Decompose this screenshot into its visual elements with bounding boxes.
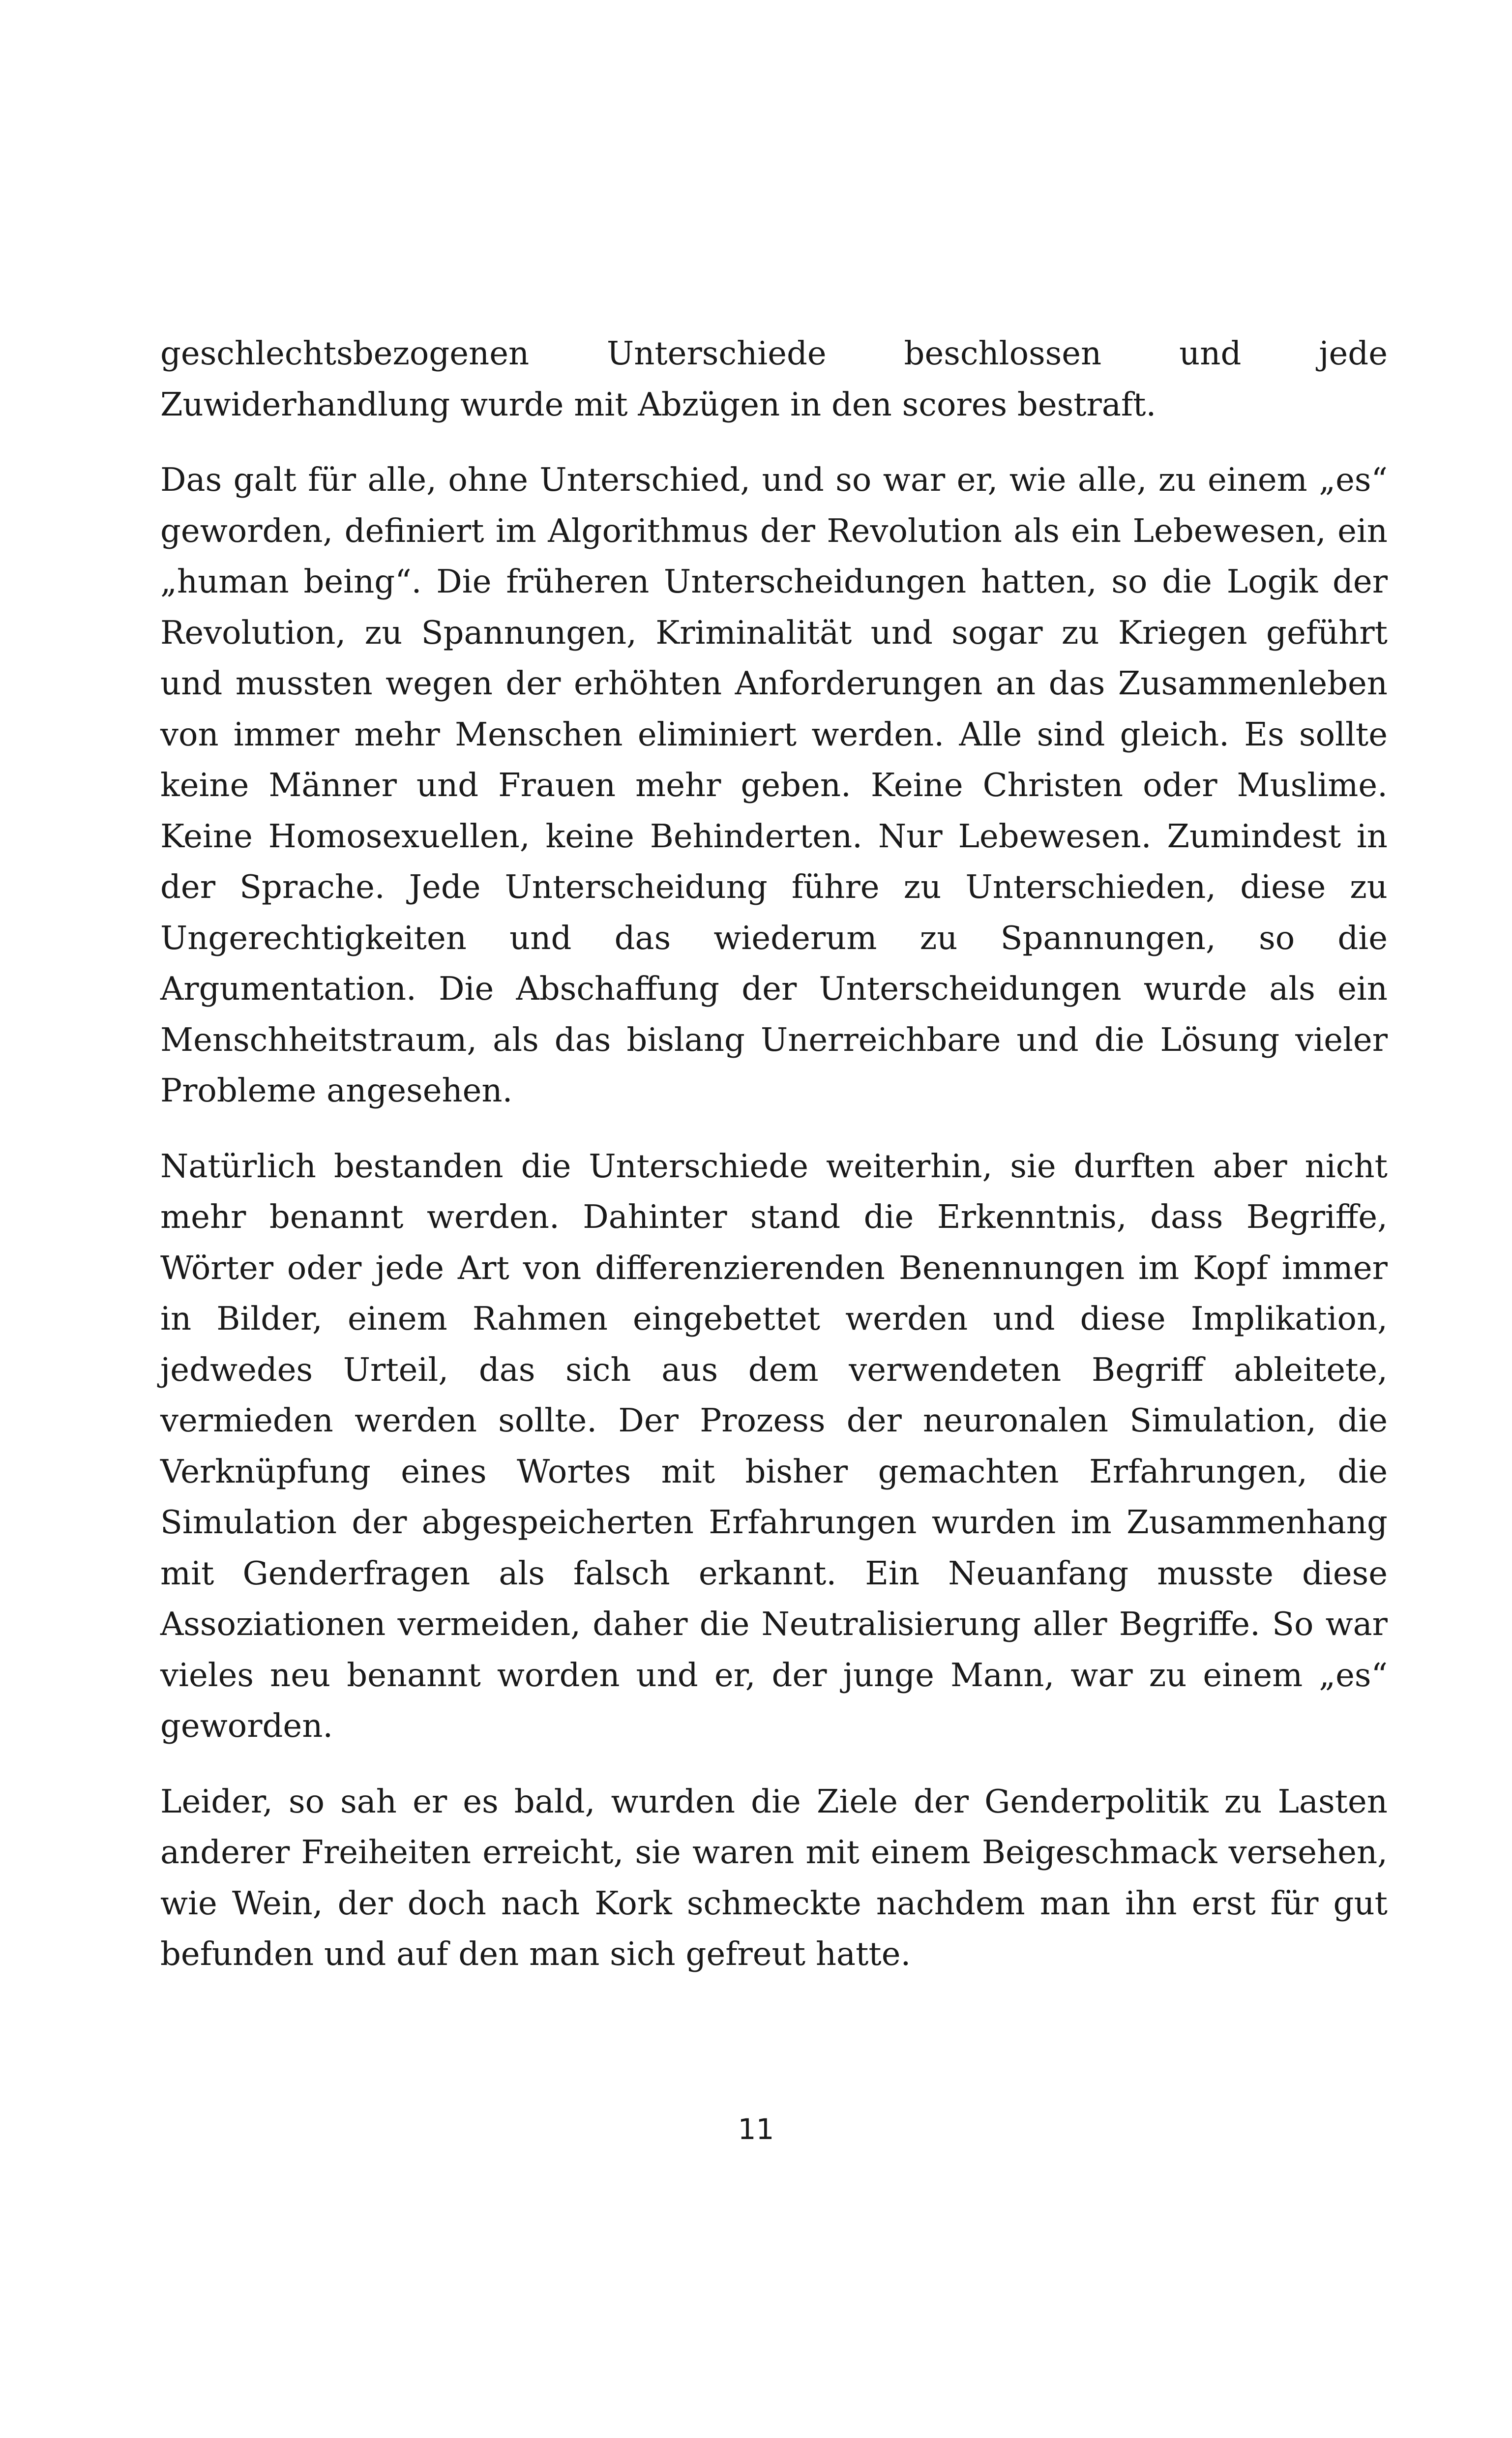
paragraph-3: Natürlich bestanden die Unterschiede weiterhin, sie durften aber nicht mehr benannt werden. Dahinter stand die Erkenntnis, dass Begriffe, Wörter oder jede Art von differenzierenden Benennungen im Kopf immer in Bilder, einem Rahmen eingebettet werden und diese Implikation, jedwedes Urteil, das sich aus dem verwendeten Begriff ableitete, vermieden werden sollte. Der Prozess der neuronalen Simulation, die Verknüpfung eines Wortes mit bisher gemachten Erfahrungen, die Simulation der abgespeicherten Erfahrungen wurden im Zusammenhang mit Genderfragen als falsch erkannt. Ein Neuanfang musste diese Assoziationen vermeiden, daher die Neutralisierung aller Begriffe. So war vieles neu benannt worden und er, der junge Mann, war zu einem „es“ geworden.	[160, 1147, 1388, 1745]
paragraph-1: geschlechtsbezogenen Unterschiede beschlossen und jede Zuwiderhandlung wurde mit Abzügen in den scores bestraft.	[160, 335, 1388, 423]
paragraph-2: Das galt für alle, ohne Unterschied, und so war er, wie alle, zu einem „es“ geworden, definiert im Algorithmus der Revolution als ein Lebewesen, ein „human being“. Die früheren Unterscheidungen hatten, so die Logik der Revolution, zu Spannungen, Kriminalität und sogar zu Kriegen geführt und mussten wegen der erhöhten Anforderungen an das Zusammenleben von immer mehr Menschen eliminiert werden. Alle sind gleich. Es sollte keine Männer und Frauen mehr geben. Keine Christen oder Muslime. Keine Homosexuellen, keine Behinderten. Nur Lebewesen. Zumindest in der Sprache. Jede Unterscheidung führe zu Unterschieden, diese zu Ungerechtigkeiten und das wiederum zu Spannungen, so die Argumentation. Die Abschaffung der Unterscheidungen wurde als ein Menschheitstraum, als das bislang Unerreichbare und die Lösung vieler Probleme angesehen.	[160, 461, 1388, 1109]
body-text	[160, 328, 1388, 1980]
paragraph-4: Leider, so sah er es bald, wurden die Ziele der Genderpolitik zu Lasten anderer Freiheiten erreicht, sie waren mit einem Beigeschmack versehen, wie Wein, der doch nach Kork schmeckte nachdem man ihn erst für gut befunden und auf den man sich gefreut hatte.	[160, 1783, 1388, 1973]
page-number: 11	[738, 2112, 774, 2146]
